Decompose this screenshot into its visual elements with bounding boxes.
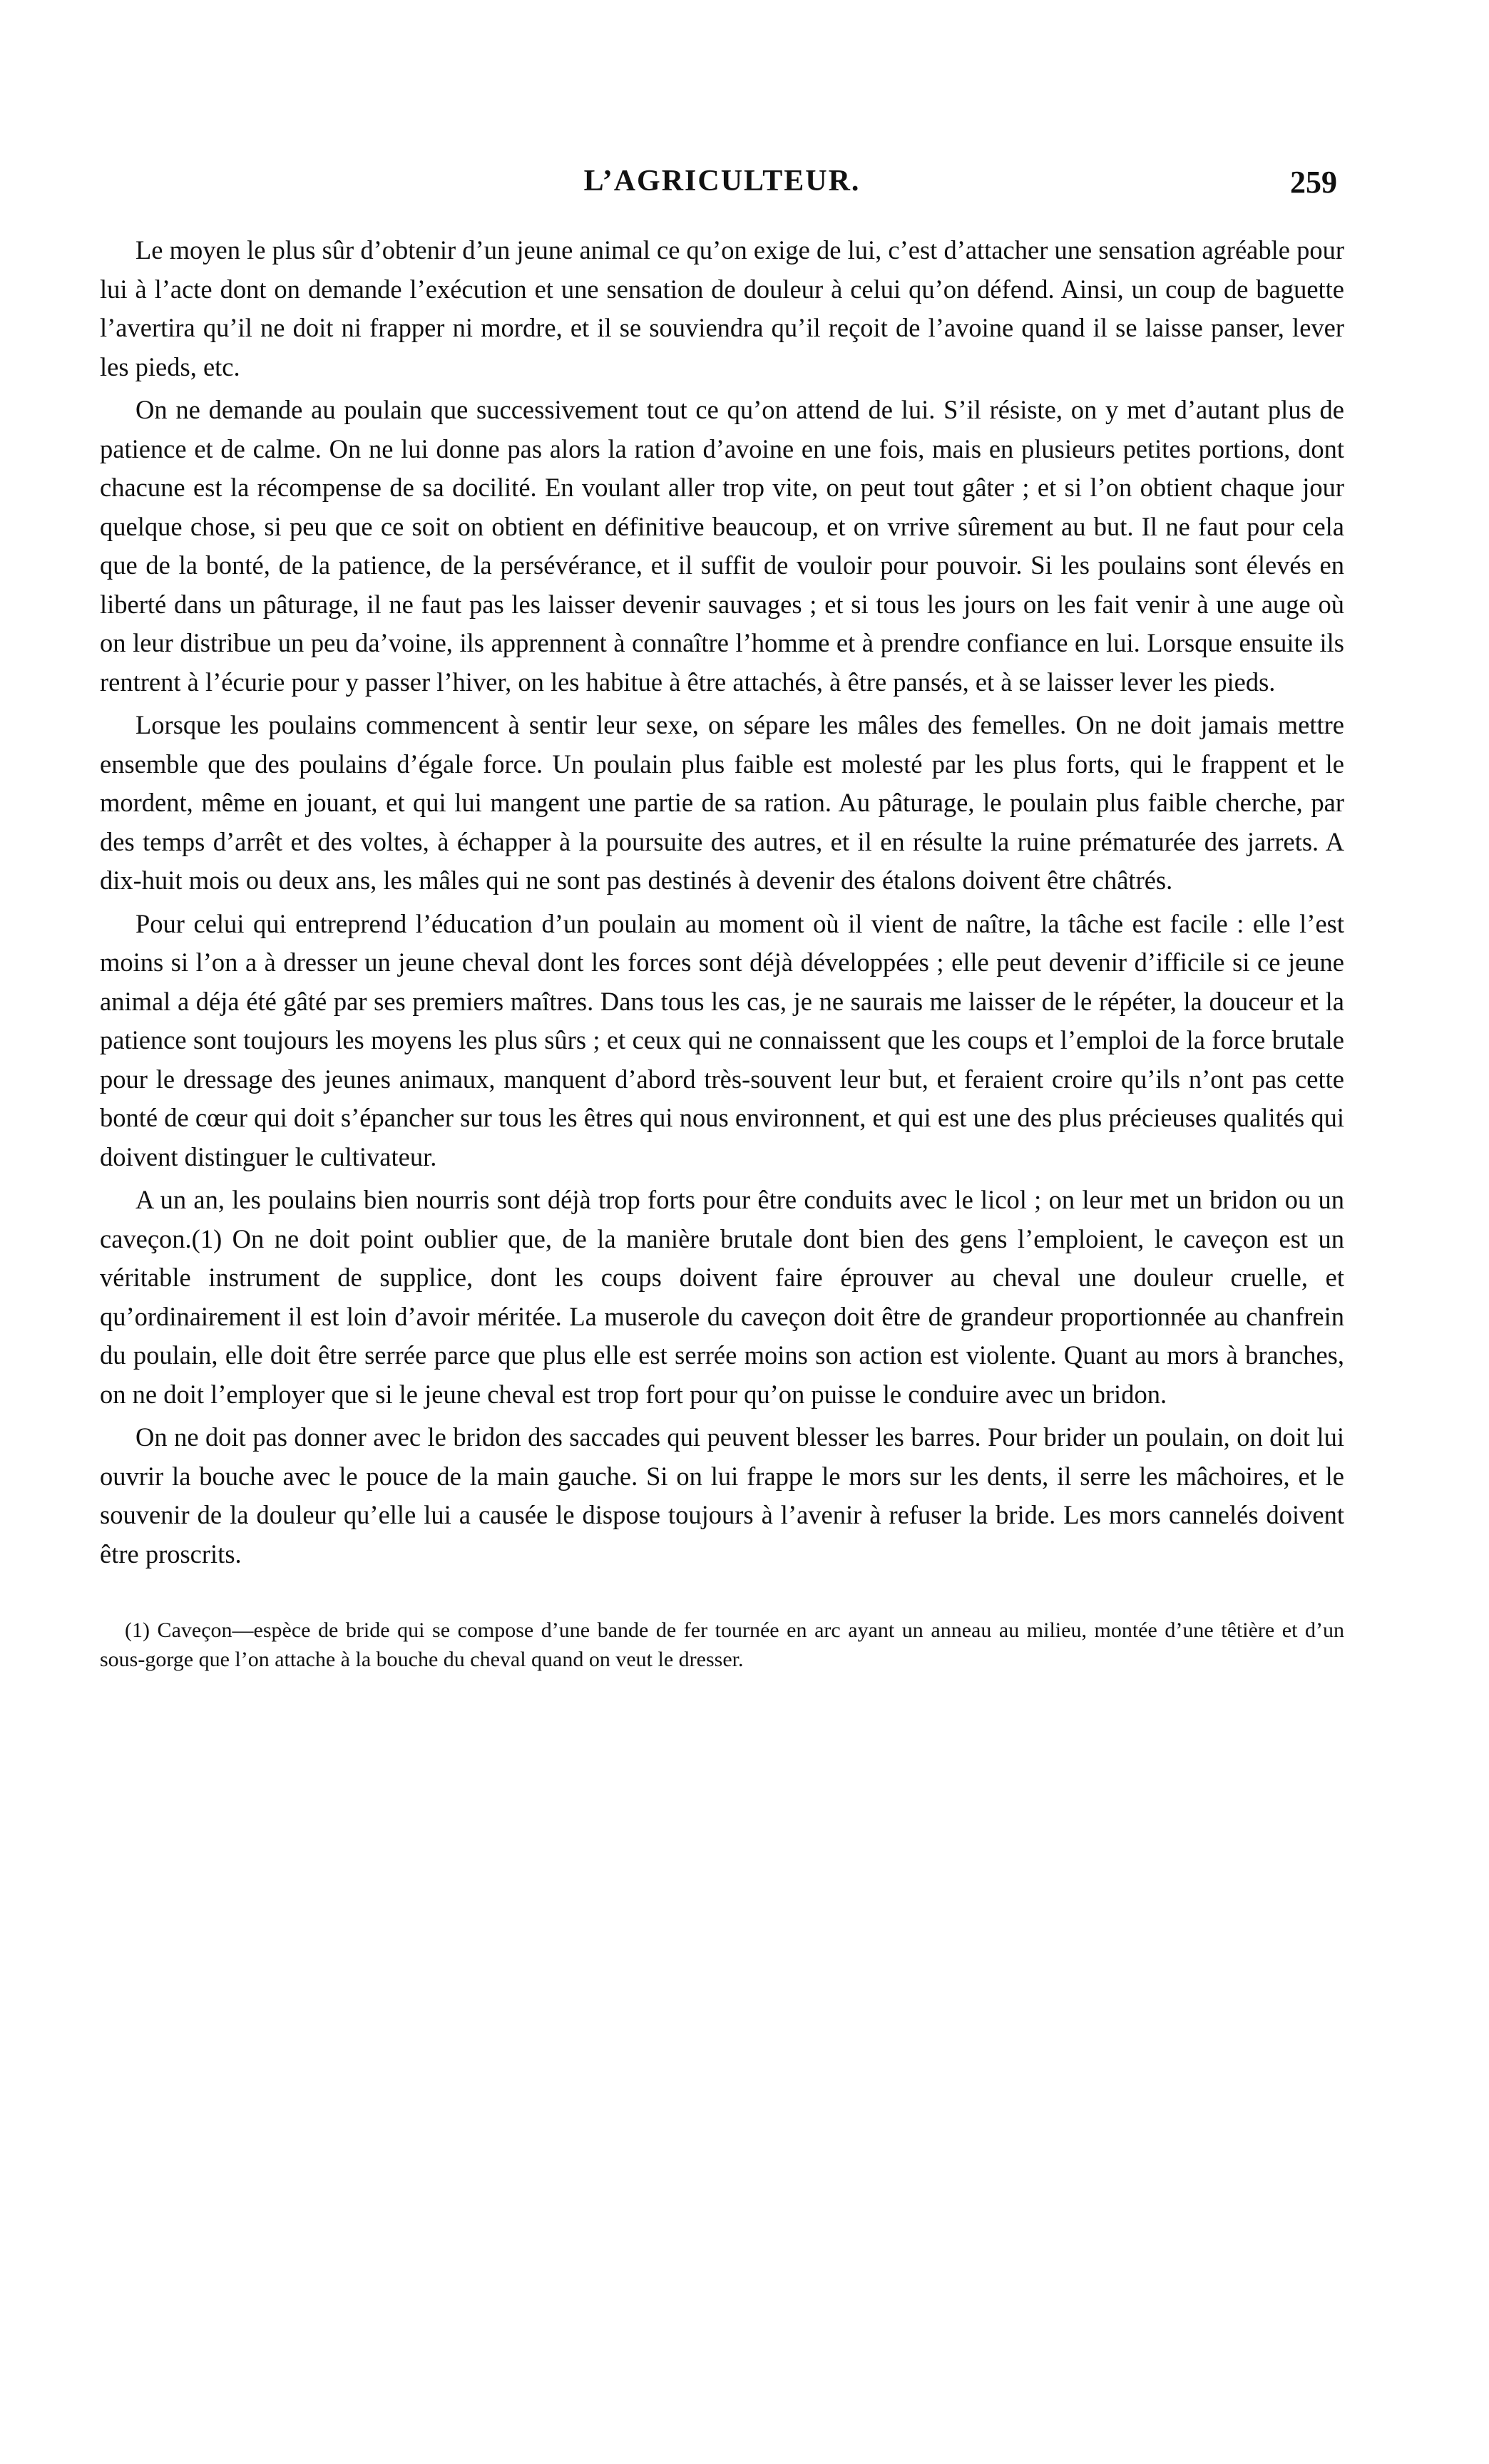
running-title: L’AGRICULTEUR. bbox=[583, 165, 861, 197]
running-header bbox=[100, 164, 1344, 221]
body-text bbox=[100, 231, 1344, 1574]
paragraph: On ne demande au poulain que successivement tout ce qu’on attend de lui. S’il résiste, on y met d’autant plus de patience et de calme. On ne lui donne pas alors la ration d’avoine en une fois, mais en plusieurs petites portions, dont chacune est la récompense de sa docilité. En voulant aller trop vite, on peut tout gâter ; et si l’on obtient chaque jour quelque chose, si peu que ce soit on obtient en définitive beaucoup, et on vrrive sûrement au but. Il ne faut pour cela que de la bonté, de la patience, de la persévérance, et il suffit de vouloir pour pouvoir. Si les poulains sont élevés en liberté dans un pâturage, il ne faut pas les laisser devenir sauvages ; et si tous les jours on les fait venir à une auge où on leur distribue un peu da’voine, ils apprennent à connaître l’homme et à prendre confiance en lui. Lorsque ensuite ils rentrent à l’écurie pour y passer l’hiver, on les habitue à être attachés, à être pansés, et à se laisser lever les pieds. bbox=[100, 395, 1344, 697]
paragraph: Lorsque les poulains commencent à sentir leur sexe, on sépare les mâles des femelles. On ne doit jamais mettre ensemble que des poulains d’égale force. Un poulain plus faible est molesté par les plus forts, qui le frappent et le mordent, même en jouant, et qui lui mangent une partie de sa ration. Au pâturage, le poulain plus faible cherche, par des temps d’arrêt et des voltes, à échapper à la poursuite des autres, et il en résulte la ruine prématurée des jarrets. A dix-huit mois ou deux ans, les mâles qui ne sont pas destinés à devenir des étalons doivent être châtrés. bbox=[100, 710, 1344, 895]
paragraph: On ne doit pas donner avec le bridon des saccades qui peuvent blesser les barres. Pour brider un poulain, on doit lui ouvrir la bouche avec le pouce de la main gauche. Si on lui frappe le mors sur les dents, il serre les mâchoires, et le souvenir de la douleur qu’elle lui a causée le dispose toujours à l’avenir à refuser la bride. Les mors cannelés doivent être proscrits. bbox=[100, 1422, 1344, 1569]
paragraph: Le moyen le plus sûr d’obtenir d’un jeune animal ce qu’on exige de lui, c’est d’attacher une sensation agréable pour lui à l’acte dont on demande l’exécution et une sensation de douleur à celui qu’on défend. Ainsi, un coup de baguette l’avertira qu’il ne doit ni frapper ni mordre, et il se souviendra qu’il reçoit de l’avoine quand il se laisse panser, lever les pieds, etc. bbox=[100, 235, 1344, 381]
page-number: 259 bbox=[1290, 165, 1337, 200]
footnote: (1) Caveçon—espèce de bride qui se compose d’une bande de fer tournée en arc ayant un anneau au milieu, montée d’une têtière et d’un sous-gorge que l’on attache à la bouche du cheval quand on veut le dresser. bbox=[100, 1618, 1344, 1671]
book-page bbox=[100, 164, 1344, 2388]
paragraph: A un an, les poulains bien nourris sont déjà trop forts pour être conduits avec le licol ; on leur met un bridon ou un caveçon.(1) On ne doit point oublier que, de la manière brutale dont bien des gens l’emploient, le caveçon est un véritable instrument de supplice, dont les coups doivent faire éprouver au cheval une douleur cruelle, et qu’ordinairement il est loin d’avoir méritée. La muserole du caveçon doit être de grandeur proportionnée au chanfrein du poulain, elle doit être serrée parce que plus elle est serrée moins son action est violente. Quant au mors à branches, on ne doit l’employer que si le jeune cheval est trop fort pour qu’on puisse le conduire avec un bridon. bbox=[100, 1185, 1344, 1409]
paragraph: Pour celui qui entreprend l’éducation d’un poulain au moment où il vient de naître, la tâche est facile : elle l’est moins si l’on a à dresser un jeune cheval dont les forces sont déjà développées ; elle peut devenir d’ifficile si ce jeune animal a déja été gâté par ses premiers maîtres. Dans tous les cas, je ne saurais me laisser de le répéter, la douceur et la patience sont toujours les moyens les plus sûrs ; et ceux qui ne connaissent que les coups et l’emploi de la force brutale pour le dressage des jeunes animaux, manquent d’abord très-souvent leur but, et feraient croire qu’ils n’ont pas cette bonté de cœur qui doit s’épancher sur tous les êtres qui nous environnent, et qui est une des plus précieuses qualités qui doivent distinguer le cultivateur. bbox=[100, 908, 1344, 1171]
